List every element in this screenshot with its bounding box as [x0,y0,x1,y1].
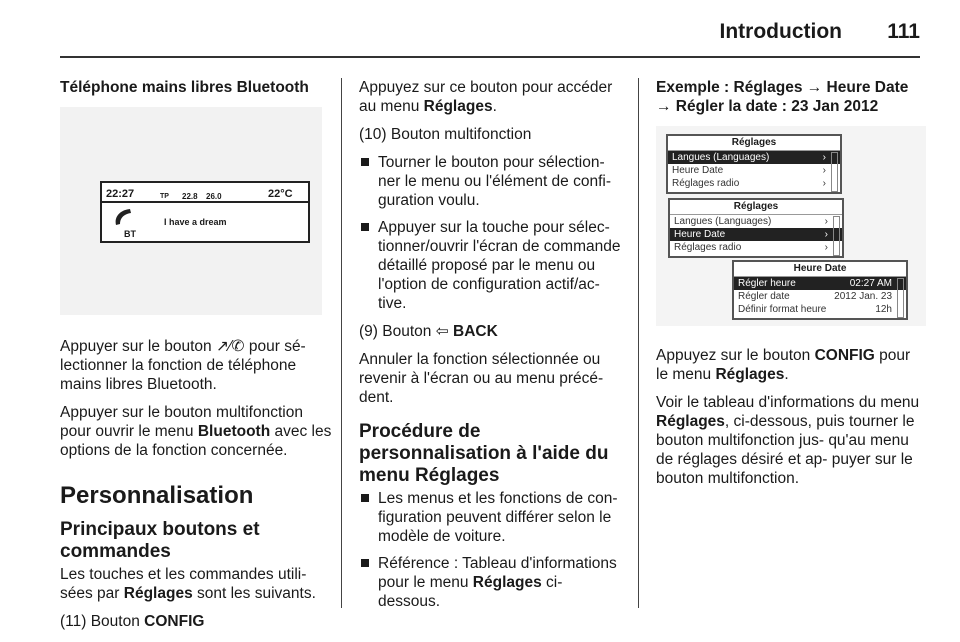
subsection-heading: Procédure de personnalisation à l'aide du menu Réglages [359,421,609,486]
column-3 [656,78,926,497]
phone-icon [112,207,134,227]
page-header [60,18,920,58]
subsection-heading: Principaux boutons et commandes [60,519,260,562]
column-2 [359,78,624,620]
paragraph: Appuyez sur ce bouton pour accéder au menu Réglages. [359,79,613,115]
radio-display [100,181,310,243]
column-divider [341,78,342,608]
page-number: 111 [887,20,920,43]
list-item: Référence : Tableau d'informations pour le menu Réglages ci-dessous. [359,554,624,611]
menu-screen-3: Heure Date Régler heure 02:27 AM Régler date 2012 Jan. 23 Définir format heure 12h [732,260,908,320]
display-freq-a: 22.8 [182,192,198,201]
paragraph: (10) Bouton multifonction [359,126,532,143]
paragraph: Voir le tableau d'informations du menu Réglages, ci-dessous, puis tourner le bouton multifonction jus- qu'au menu de réglages désiré et ap- puyer sur le bouton multifonction. [656,394,920,487]
paragraph: Les touches et les commandes utili- sées par Réglages sont les suivants. [60,566,316,602]
display-photo [60,107,322,315]
display-song: I have a dream [164,217,227,227]
list-item: Appuyer sur la touche pour sélec- tionner/ouvrir l'écran de commande détaillé proposé par le menu ou l'option de configuration actif/ac- tive. [359,218,624,313]
paragraph: Appuyer sur le bouton ↗⁄✆ pour sé- lectionner la fonction de téléphone mains libres Bluetooth. [60,338,306,393]
list-item: Les menus et les fonctions de con- figuration peuvent différer selon le modèle de voiture. [359,489,624,546]
header-rule [60,56,920,58]
menu-screen-1: Réglages Langues (Languages) › Heure Date › Réglages radio › [666,134,842,194]
section-heading: Téléphone mains libres Bluetooth [60,79,309,96]
display-tp: TP [160,193,169,200]
display-time: 22:27 [106,188,135,200]
bullet-list [359,489,624,611]
header-title: Introduction [719,20,842,43]
paragraph: Appuyer sur le bouton multifonction pour ouvrir le menu Bluetooth avec les options de la fonction concernée. [60,404,332,459]
phone-button-icon: ↗⁄✆ [215,338,245,355]
chapter-heading: Personnalisation [60,482,254,509]
display-bt: BT [124,229,136,239]
display-freq-b: 26.0 [206,192,222,201]
menu-screenshots [656,126,926,326]
column-1 [60,78,332,640]
display-temp: 22°C [268,188,293,200]
menu-screen-2: Réglages Langues (Languages) › Heure Date › Réglages radio › [668,198,844,258]
list-item: Tourner le bouton pour sélection- ner le menu ou l'élément de confi- guration voulu. [359,153,624,210]
paragraph: (9) Bouton ⇦ BACK [359,323,498,340]
bullet-list [359,153,624,313]
paragraph: Annuler la fonction sélectionnée ou revenir à l'écran ou au menu précé- dent. [359,351,604,406]
back-icon: ⇦ [435,323,449,340]
column-divider [638,78,639,608]
paragraph: (11) Bouton CONFIG [60,613,205,630]
paragraph: Appuyez sur le bouton CONFIG pour le menu Réglages. [656,347,911,383]
example-heading: Exemple : Réglages → Heure Date → Régler la date : 23 Jan 2012 [656,79,909,115]
